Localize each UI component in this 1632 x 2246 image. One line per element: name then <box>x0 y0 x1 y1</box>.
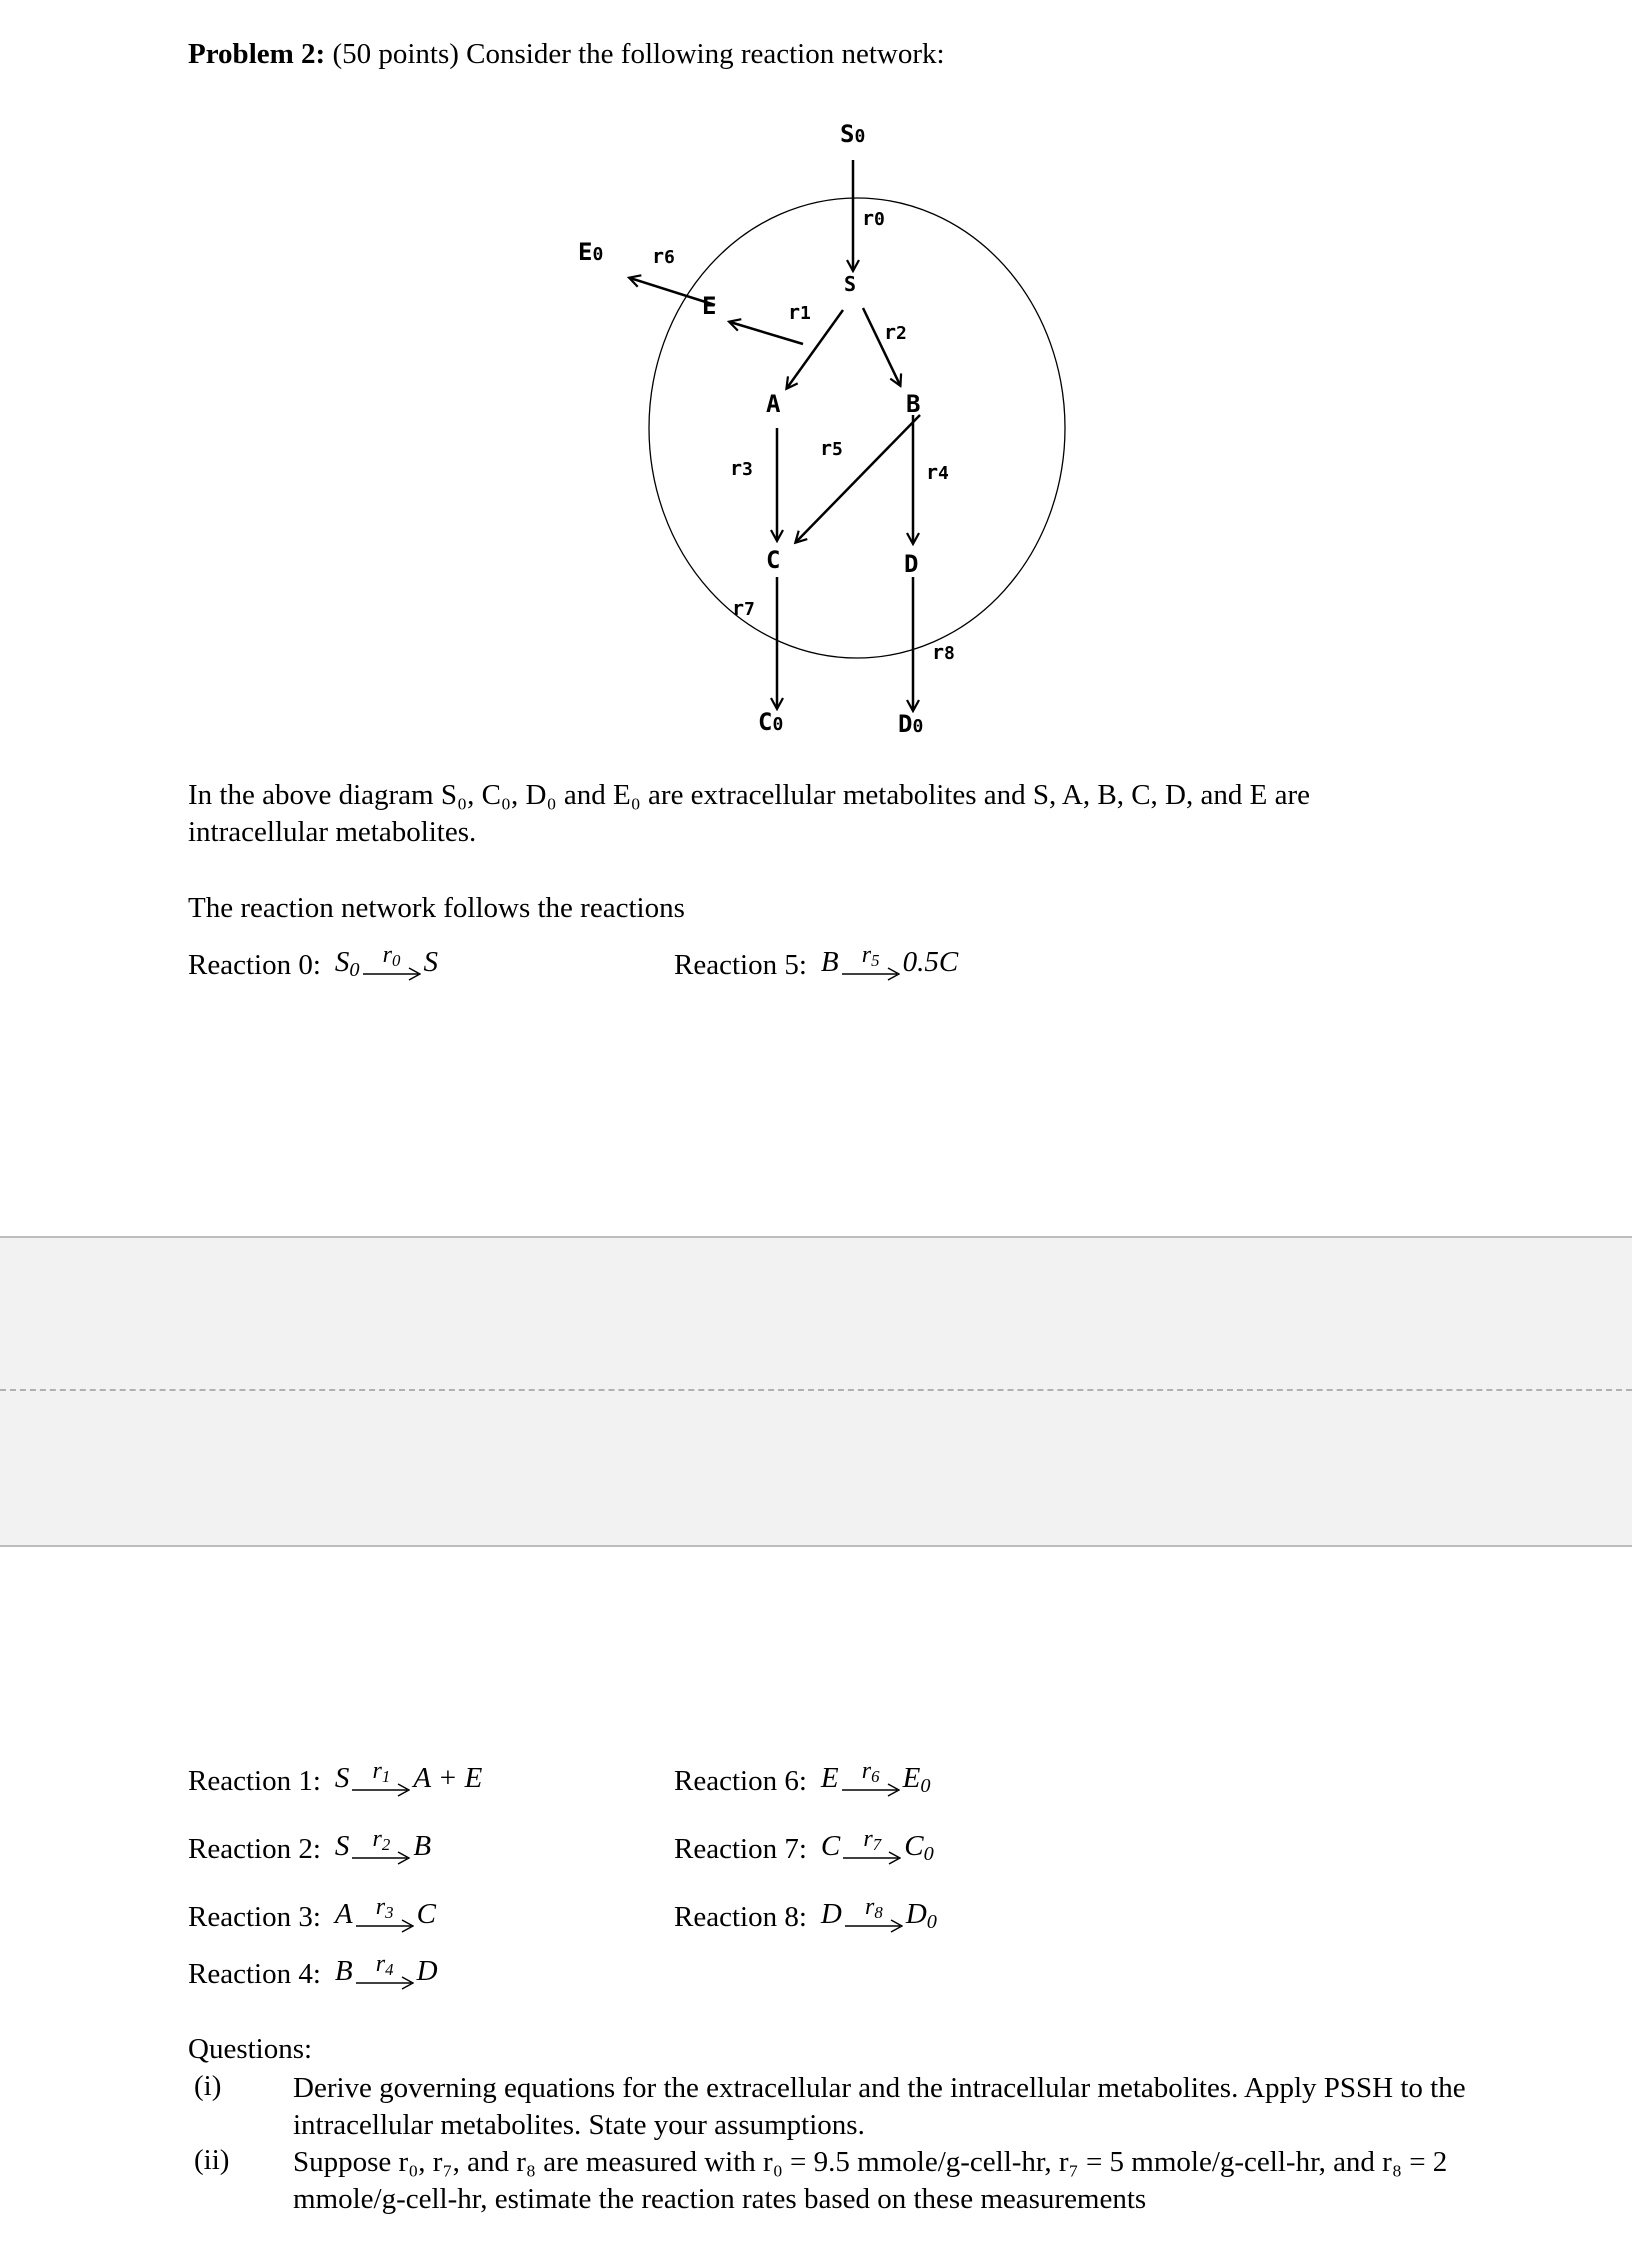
questions-heading: Questions: <box>188 2033 313 2065</box>
rate-subscript: 6 <box>871 1767 880 1787</box>
reaction-arrow <box>843 1826 901 1866</box>
reaction-label: Reaction 2: <box>188 1833 321 1866</box>
question-1-text: Derive governing equations for the extracellular and the intracellular metabolites. Apply PSSH to the intracellular metabolites. State your assumptions. <box>293 2072 1466 2141</box>
reactant-symbol: B <box>820 946 839 978</box>
product-subscript: 0 <box>923 1843 934 1866</box>
product-symbol: D <box>905 1898 927 1930</box>
problem-intro: (50 points) Consider the following reaction network: <box>332 38 945 70</box>
rate-symbol: r <box>375 1951 386 1978</box>
page-break-band <box>0 1236 1632 1547</box>
reaction-arrow <box>356 1894 414 1934</box>
node-s: S <box>844 272 857 296</box>
reactant <box>821 1830 840 1866</box>
rate-label <box>843 1826 901 1855</box>
rate-label <box>352 1826 410 1855</box>
question-2-number: (ii) <box>194 2144 230 2176</box>
rate-r6: r6 <box>652 244 675 268</box>
description-line-1: In the above diagram S₀, C₀, D₀ and E₀ are extracellular metabolites and S, A, B, C, D, and E are <box>188 779 1310 811</box>
reaction-arrow <box>845 1894 903 1934</box>
rate-subscript: 0 <box>392 951 401 971</box>
product-symbol: C <box>416 1898 436 1930</box>
product-symbol: E <box>902 1762 921 1794</box>
rate-subscript: 5 <box>871 951 880 971</box>
rate-r8: r8 <box>932 640 955 664</box>
product <box>417 1955 438 1991</box>
reactant <box>335 1955 353 1991</box>
reaction-label: Reaction 4: <box>188 1958 321 1991</box>
reaction-arrow <box>352 1758 410 1798</box>
reaction-label: Reaction 8: <box>674 1901 807 1934</box>
rate-subscript: 2 <box>381 1835 391 1855</box>
reactant-subscript: 0 <box>349 959 360 982</box>
rate-symbol: r <box>864 1894 875 1921</box>
rate-subscript: 4 <box>385 1960 394 1980</box>
rate-label <box>356 1894 414 1923</box>
reactant-symbol: B <box>334 1955 353 1987</box>
rate-subscript: 7 <box>872 1835 882 1855</box>
rate-label <box>363 942 421 971</box>
reactant <box>335 1898 353 1934</box>
node-e0: E0 <box>578 238 604 266</box>
reaction-2 <box>188 1826 432 1866</box>
reaction-arrow <box>842 1758 900 1798</box>
reactant-symbol: D <box>820 1898 842 1930</box>
arrow-r1-e <box>730 322 803 344</box>
reaction-label: Reaction 3: <box>188 1901 321 1934</box>
reactant-symbol: A <box>334 1898 353 1930</box>
product-subscript: 0 <box>926 1911 937 1934</box>
product <box>417 1898 436 1934</box>
rate-symbol: r <box>372 1758 382 1785</box>
product <box>424 946 439 982</box>
rate-symbol: r <box>861 942 872 969</box>
node-b: B <box>906 390 921 418</box>
arrow-r5 <box>796 415 920 542</box>
rate-label <box>842 1758 900 1787</box>
rate-symbol: r <box>375 1894 386 1921</box>
reaction-0 <box>188 942 439 982</box>
problem-label: Problem 2: <box>188 38 326 70</box>
cell-membrane <box>649 198 1065 658</box>
node-c: C <box>766 546 781 574</box>
rate-label <box>842 942 900 971</box>
product-symbol: A + E <box>413 1762 483 1794</box>
reaction-arrow <box>356 1951 414 1991</box>
question-2-text: Suppose r₀, r₇, and r₈ are measured with r₀ = 9.5 mmole/g-cell-hr, r₇ = 5 mmole/g-cell-hr, and r₈ = 2 mmole/g-cell-hr, estimate the reaction rates based on these measurements <box>293 2146 1448 2215</box>
node-a: A <box>766 390 781 418</box>
question-1-number: (i) <box>194 2070 222 2102</box>
product-symbol: 0.5C <box>902 946 959 978</box>
reaction-label: Reaction 1: <box>188 1765 321 1798</box>
reaction-4 <box>188 1951 438 1991</box>
rate-r5: r5 <box>820 436 843 460</box>
reaction-arrow <box>352 1826 410 1866</box>
rate-r4: r4 <box>926 460 949 484</box>
product <box>413 1762 482 1798</box>
reactant-symbol: C <box>820 1830 841 1862</box>
node-e: E <box>702 292 717 320</box>
product-symbol: C <box>904 1830 924 1862</box>
product <box>903 946 959 982</box>
description-line-2: intracellular metabolites. <box>188 816 477 848</box>
product-symbol: S <box>423 946 439 978</box>
rate-label <box>356 1951 414 1980</box>
reactant <box>821 1898 842 1934</box>
product <box>413 1830 431 1866</box>
reactant <box>335 1762 350 1798</box>
product-subscript: 0 <box>920 1775 931 1798</box>
rate-label <box>845 1894 903 1923</box>
rate-symbol: r <box>372 1826 382 1853</box>
reaction-label: Reaction 7: <box>674 1833 807 1866</box>
reaction-6 <box>674 1758 931 1798</box>
rate-r2: r2 <box>884 320 907 344</box>
reactant-symbol: S <box>334 946 350 978</box>
node-s0: S0 <box>840 120 866 148</box>
reaction-label: Reaction 6: <box>674 1765 807 1798</box>
rate-symbol: r <box>863 1826 873 1853</box>
rate-r1: r1 <box>788 300 811 324</box>
rate-r0: r0 <box>862 206 885 230</box>
reaction-5 <box>674 942 959 982</box>
reaction-3 <box>188 1894 436 1934</box>
problem-header <box>188 38 945 71</box>
node-d0: D0 <box>898 710 924 738</box>
reactant <box>335 1830 350 1866</box>
reaction-label: Reaction 0: <box>188 949 321 982</box>
reactant-symbol: S <box>334 1762 350 1794</box>
reactant <box>821 1762 839 1798</box>
reactant <box>335 946 360 982</box>
reactant <box>821 946 839 982</box>
reaction-8 <box>674 1894 937 1934</box>
reaction-arrow <box>363 942 421 982</box>
rate-symbol: r <box>861 1758 872 1785</box>
rate-subscript: 8 <box>874 1903 883 1923</box>
node-d: D <box>904 550 919 578</box>
rate-r3: r3 <box>730 456 753 480</box>
product-symbol: B <box>413 1830 432 1862</box>
reaction-network-diagram <box>560 110 1080 775</box>
rate-subscript: 1 <box>381 1767 391 1787</box>
network-intro: The reaction network follows the reactions <box>188 892 685 924</box>
reaction-label: Reaction 5: <box>674 949 807 982</box>
rate-symbol: r <box>382 942 392 969</box>
reactant-symbol: S <box>334 1830 350 1862</box>
rate-subscript: 3 <box>385 1903 394 1923</box>
product-symbol: D <box>416 1955 438 1987</box>
reactant-symbol: E <box>820 1762 839 1794</box>
page-break-dashed-line <box>0 1389 1632 1391</box>
node-c0: C0 <box>758 708 784 736</box>
reaction-7 <box>674 1826 934 1866</box>
reaction-1 <box>188 1758 483 1798</box>
rate-r7: r7 <box>732 596 755 620</box>
rate-label <box>352 1758 410 1787</box>
reaction-arrow <box>842 942 900 982</box>
product <box>904 1830 933 1866</box>
product <box>903 1762 931 1798</box>
product <box>906 1898 937 1934</box>
